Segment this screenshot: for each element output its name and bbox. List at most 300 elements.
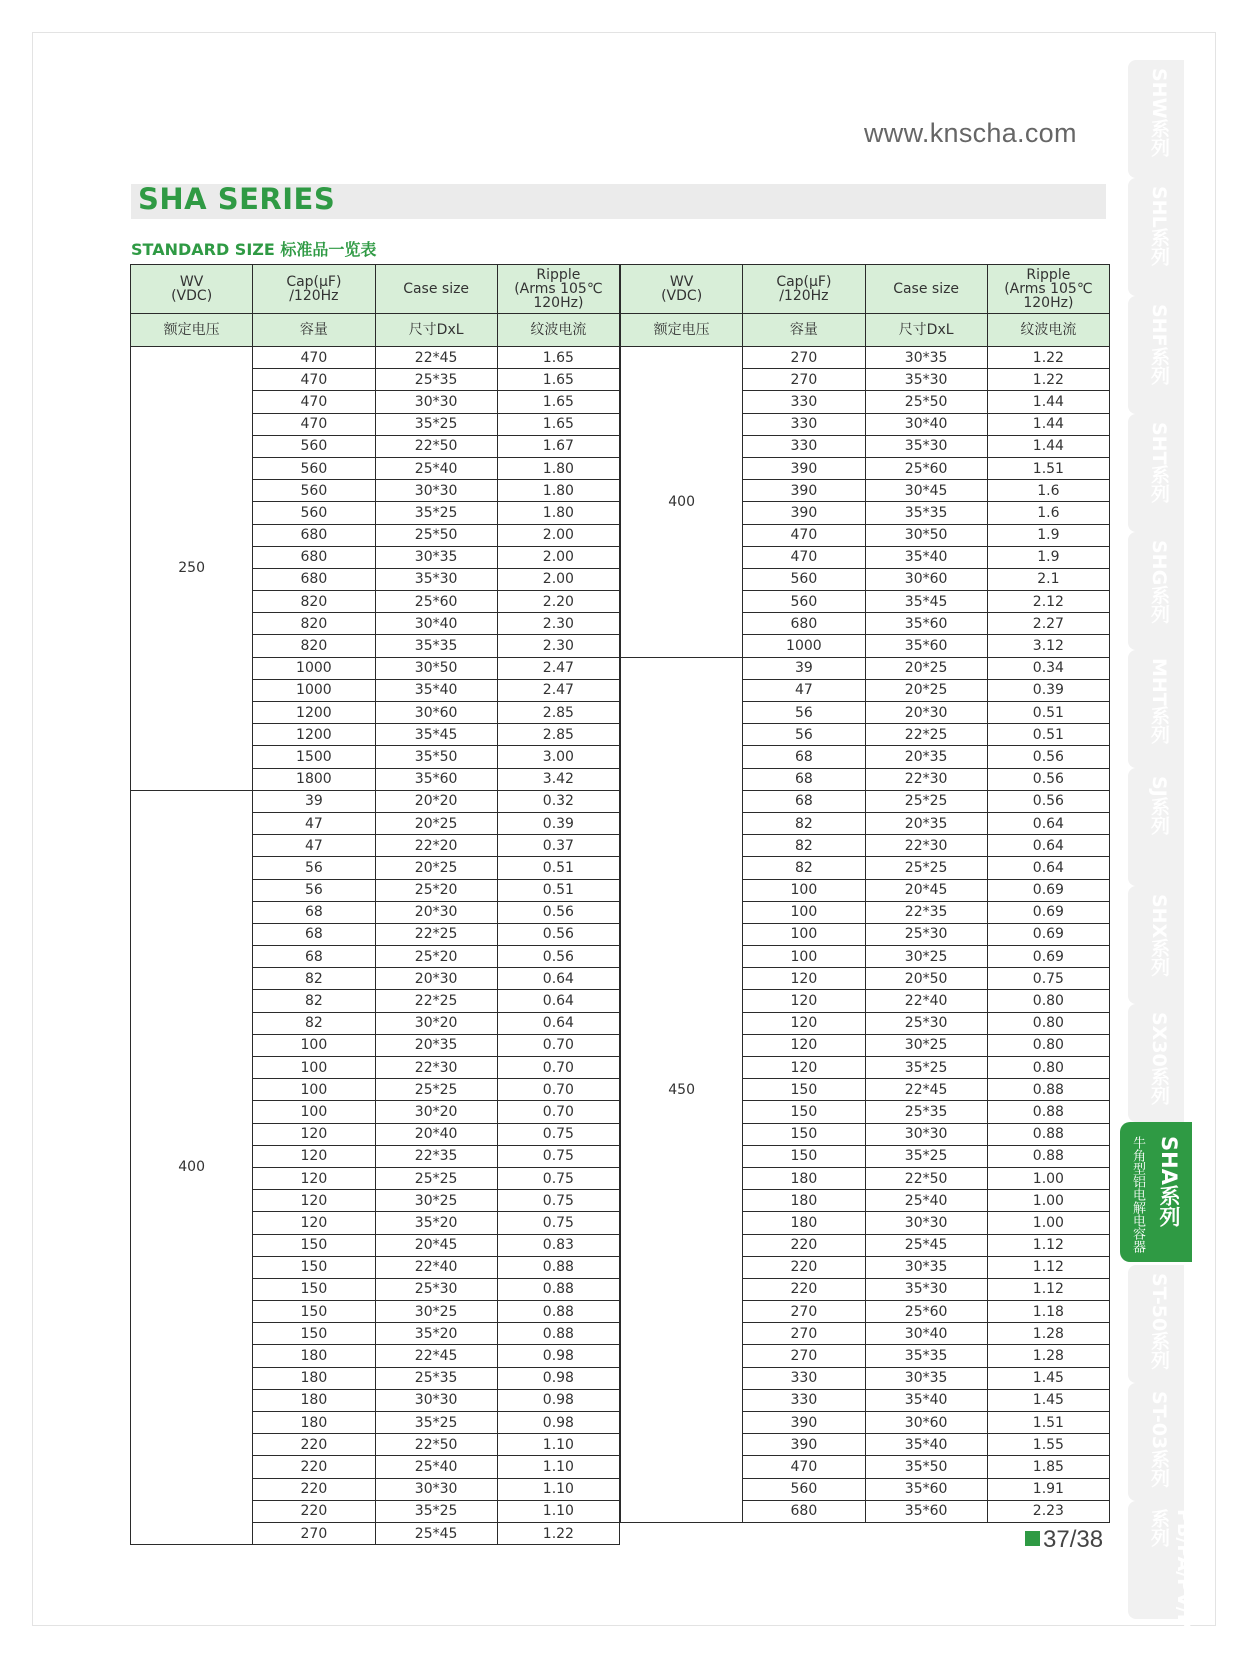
cap-cell: 560 [253, 480, 375, 502]
ripple-cell: 1.22 [497, 1522, 619, 1544]
case-size-cell: 25*40 [865, 1190, 987, 1212]
ripple-cell: 0.88 [497, 1323, 619, 1345]
ripple-cell: 0.56 [497, 923, 619, 945]
column-header-cap: Cap(μF) /120Hz [253, 265, 375, 314]
series-tab[interactable] [1128, 1265, 1184, 1383]
ripple-cell: 0.88 [497, 1301, 619, 1323]
case-size-cell: 30*30 [375, 1478, 497, 1500]
cap-cell: 470 [743, 524, 865, 546]
ripple-cell: 1.85 [987, 1456, 1109, 1478]
ripple-cell: 0.75 [497, 1145, 619, 1167]
case-size-cell: 35*40 [375, 679, 497, 701]
header-row [131, 265, 620, 314]
column-header-cap-cn: 容量 [253, 314, 375, 347]
case-size-cell: 35*35 [865, 1345, 987, 1367]
ripple-cell: 1.6 [987, 502, 1109, 524]
cap-cell: 270 [743, 369, 865, 391]
ripple-cell: 2.20 [497, 591, 619, 613]
cap-cell: 470 [253, 413, 375, 435]
cap-cell: 68 [253, 946, 375, 968]
case-size-cell: 20*50 [865, 968, 987, 990]
cap-cell: 56 [743, 702, 865, 724]
case-size-cell: 22*25 [375, 990, 497, 1012]
case-size-cell: 30*35 [375, 546, 497, 568]
table-row [131, 790, 620, 812]
ripple-cell: 2.23 [987, 1500, 1109, 1522]
column-header-ripple: Ripple (Arms 105℃ 120Hz) [497, 265, 619, 314]
cap-cell: 100 [743, 946, 865, 968]
ripple-cell: 0.56 [987, 768, 1109, 790]
cap-cell: 150 [743, 1145, 865, 1167]
cap-cell: 270 [253, 1522, 375, 1544]
case-size-cell: 20*25 [865, 657, 987, 679]
cap-cell: 470 [253, 347, 375, 369]
ripple-cell: 2.00 [497, 568, 619, 590]
ripple-cell: 1.67 [497, 435, 619, 457]
cap-cell: 390 [743, 457, 865, 479]
case-size-cell: 22*40 [865, 990, 987, 1012]
case-size-cell: 30*35 [865, 1367, 987, 1389]
series-tab-label: SHF系列 [1148, 304, 1170, 385]
voltage-cell: 400 [621, 347, 743, 658]
ripple-cell: 1.00 [987, 1190, 1109, 1212]
case-size-cell: 20*35 [865, 812, 987, 834]
cap-cell: 100 [743, 923, 865, 945]
cap-cell: 330 [743, 435, 865, 457]
ripple-cell: 1.65 [497, 413, 619, 435]
ripple-cell: 2.47 [497, 657, 619, 679]
ripple-cell: 1.65 [497, 347, 619, 369]
case-size-cell: 30*25 [375, 1190, 497, 1212]
cap-cell: 100 [253, 1101, 375, 1123]
page-number [1025, 1526, 1103, 1554]
cap-cell: 270 [743, 1301, 865, 1323]
series-tab-label: MHT系列 [1148, 658, 1170, 744]
ripple-cell: 0.80 [987, 1034, 1109, 1056]
ripple-cell: 0.64 [497, 990, 619, 1012]
series-tab-label: SJ系列 [1148, 776, 1170, 835]
case-size-cell: 22*45 [865, 1079, 987, 1101]
table-subtitle: STANDARD SIZE 标准品一览表 [131, 240, 377, 259]
case-size-cell: 25*50 [375, 524, 497, 546]
ripple-cell: 0.64 [987, 835, 1109, 857]
cap-cell: 390 [743, 480, 865, 502]
case-size-cell: 30*30 [375, 480, 497, 502]
case-size-cell: 35*60 [865, 635, 987, 657]
ripple-cell: 1.6 [987, 480, 1109, 502]
ripple-cell: 0.88 [987, 1079, 1109, 1101]
case-size-cell: 30*50 [375, 657, 497, 679]
cap-cell: 39 [253, 790, 375, 812]
cap-cell: 560 [253, 502, 375, 524]
case-size-cell: 35*60 [865, 1500, 987, 1522]
case-size-cell: 30*45 [865, 480, 987, 502]
cap-cell: 680 [253, 568, 375, 590]
case-size-cell: 25*60 [375, 591, 497, 613]
case-size-cell: 30*60 [375, 702, 497, 724]
ripple-cell: 1.45 [987, 1367, 1109, 1389]
cap-cell: 180 [743, 1212, 865, 1234]
ripple-cell: 0.75 [987, 968, 1109, 990]
cap-cell: 100 [253, 1057, 375, 1079]
ripple-cell: 0.75 [497, 1123, 619, 1145]
cap-cell: 120 [253, 1145, 375, 1167]
case-size-cell: 20*20 [375, 790, 497, 812]
series-tab-label: SX30系列 [1148, 1012, 1170, 1105]
ripple-cell: 0.69 [987, 901, 1109, 923]
case-size-cell: 22*45 [375, 1345, 497, 1367]
ripple-cell: 0.56 [987, 790, 1109, 812]
column-header-ripple-cn: 纹波电流 [987, 314, 1109, 347]
series-tab[interactable] [1128, 296, 1184, 414]
series-tab[interactable] [1120, 1122, 1192, 1262]
ripple-cell: 1.18 [987, 1301, 1109, 1323]
case-size-cell: 35*25 [375, 502, 497, 524]
case-size-cell: 20*35 [865, 746, 987, 768]
cap-cell: 470 [743, 546, 865, 568]
ripple-cell: 0.64 [987, 812, 1109, 834]
series-tab-label: ST-50系列 [1148, 1273, 1170, 1370]
case-size-cell: 35*30 [865, 1278, 987, 1300]
case-size-cell: 20*35 [375, 1034, 497, 1056]
case-size-cell: 35*30 [865, 369, 987, 391]
cap-cell: 220 [253, 1456, 375, 1478]
case-size-cell: 25*60 [865, 457, 987, 479]
case-size-cell: 35*40 [865, 1389, 987, 1411]
case-size-cell: 25*30 [865, 1012, 987, 1034]
case-size-cell: 30*30 [865, 1212, 987, 1234]
website-url[interactable]: www.knscha.com [864, 118, 1077, 148]
case-size-cell: 35*25 [375, 1500, 497, 1522]
case-size-cell: 22*45 [375, 347, 497, 369]
case-size-cell: 30*30 [375, 1389, 497, 1411]
ripple-cell: 1.44 [987, 435, 1109, 457]
ripple-cell: 1.44 [987, 413, 1109, 435]
cap-cell: 560 [253, 457, 375, 479]
case-size-cell: 35*30 [375, 568, 497, 590]
cap-cell: 1200 [253, 702, 375, 724]
case-size-cell: 30*40 [375, 613, 497, 635]
ripple-cell: 1.10 [497, 1478, 619, 1500]
ripple-cell: 0.39 [497, 812, 619, 834]
cap-cell: 100 [743, 901, 865, 923]
cap-cell: 390 [743, 502, 865, 524]
series-tab[interactable] [1128, 1004, 1184, 1122]
case-size-cell: 20*25 [375, 857, 497, 879]
cap-cell: 680 [743, 1500, 865, 1522]
case-size-cell: 35*40 [865, 546, 987, 568]
cap-cell: 120 [253, 1212, 375, 1234]
cap-cell: 680 [743, 613, 865, 635]
case-size-cell: 35*25 [865, 1145, 987, 1167]
case-size-cell: 20*25 [375, 812, 497, 834]
cap-cell: 220 [743, 1234, 865, 1256]
ripple-cell: 1.55 [987, 1434, 1109, 1456]
series-tab-label: SHW系列 [1148, 68, 1170, 157]
cap-cell: 390 [743, 1434, 865, 1456]
ripple-cell: 1.12 [987, 1234, 1109, 1256]
case-size-cell: 35*45 [865, 591, 987, 613]
ripple-cell: 0.80 [987, 990, 1109, 1012]
case-size-cell: 30*25 [375, 1301, 497, 1323]
cap-cell: 330 [743, 1389, 865, 1411]
cap-cell: 220 [743, 1278, 865, 1300]
cap-cell: 150 [253, 1234, 375, 1256]
cap-cell: 820 [253, 613, 375, 635]
case-size-cell: 25*25 [865, 857, 987, 879]
series-tab[interactable] [1128, 886, 1184, 1004]
case-size-cell: 25*35 [865, 1101, 987, 1123]
header-row-cn [621, 314, 1110, 347]
series-tab[interactable] [1128, 1383, 1184, 1501]
table-row [621, 347, 1110, 369]
case-size-cell: 22*30 [375, 1057, 497, 1079]
series-tab[interactable] [1128, 414, 1184, 532]
cap-cell: 82 [743, 857, 865, 879]
cap-cell: 150 [743, 1101, 865, 1123]
ripple-cell: 1.28 [987, 1345, 1109, 1367]
cap-cell: 47 [253, 835, 375, 857]
case-size-cell: 22*25 [865, 724, 987, 746]
cap-cell: 150 [743, 1123, 865, 1145]
cap-cell: 100 [253, 1034, 375, 1056]
series-tab[interactable] [1128, 768, 1184, 886]
case-size-cell: 22*30 [865, 835, 987, 857]
ripple-cell: 2.30 [497, 635, 619, 657]
cap-cell: 820 [253, 591, 375, 613]
case-size-cell: 30*25 [865, 1034, 987, 1056]
cap-cell: 470 [253, 391, 375, 413]
ripple-cell: 0.51 [497, 857, 619, 879]
case-size-cell: 25*45 [865, 1234, 987, 1256]
case-size-cell: 30*20 [375, 1101, 497, 1123]
ripple-cell: 0.69 [987, 946, 1109, 968]
case-size-cell: 35*50 [375, 746, 497, 768]
voltage-cell: 250 [131, 347, 253, 791]
ripple-cell: 0.98 [497, 1367, 619, 1389]
series-tab-label: PB/PA/PV/PS系列 [1148, 1509, 1195, 1642]
ripple-cell: 1.22 [987, 347, 1109, 369]
cap-cell: 100 [743, 879, 865, 901]
case-size-cell: 22*20 [375, 835, 497, 857]
case-size-cell: 22*50 [375, 1434, 497, 1456]
case-size-cell: 25*35 [375, 1367, 497, 1389]
series-tab-label: SHL系列 [1148, 186, 1170, 266]
ripple-cell: 2.47 [497, 679, 619, 701]
voltage-cell: 450 [621, 657, 743, 1522]
cap-cell: 470 [743, 1456, 865, 1478]
case-size-cell: 22*40 [375, 1256, 497, 1278]
ripple-cell: 2.27 [987, 613, 1109, 635]
series-tab-label: SHG系列 [1148, 540, 1170, 624]
cap-cell: 180 [253, 1367, 375, 1389]
ripple-cell: 0.75 [497, 1190, 619, 1212]
ripple-cell: 1.65 [497, 369, 619, 391]
column-header-case: Case size [865, 265, 987, 314]
cap-cell: 180 [253, 1389, 375, 1411]
cap-cell: 120 [743, 1034, 865, 1056]
ripple-cell: 0.51 [497, 879, 619, 901]
ripple-cell: 1.10 [497, 1456, 619, 1478]
case-size-cell: 30*60 [865, 568, 987, 590]
cap-cell: 56 [253, 857, 375, 879]
ripple-cell: 1.80 [497, 457, 619, 479]
ripple-cell: 0.88 [497, 1256, 619, 1278]
cap-cell: 120 [253, 1167, 375, 1189]
ripple-cell: 2.85 [497, 702, 619, 724]
case-size-cell: 35*25 [375, 1412, 497, 1434]
cap-cell: 560 [743, 591, 865, 613]
cap-cell: 47 [253, 812, 375, 834]
column-header-case-cn: 尺寸DxL [865, 314, 987, 347]
case-size-cell: 30*30 [375, 391, 497, 413]
ripple-cell: 1.10 [497, 1500, 619, 1522]
ripple-cell: 1.00 [987, 1212, 1109, 1234]
cap-cell: 220 [253, 1434, 375, 1456]
case-size-cell: 25*30 [865, 923, 987, 945]
case-size-cell: 30*60 [865, 1412, 987, 1434]
ripple-cell: 3.00 [497, 746, 619, 768]
case-size-cell: 30*40 [865, 1323, 987, 1345]
cap-cell: 680 [253, 524, 375, 546]
ripple-cell: 1.12 [987, 1278, 1109, 1300]
ripple-cell: 0.56 [497, 901, 619, 923]
case-size-cell: 35*35 [865, 502, 987, 524]
voltage-cell: 400 [131, 790, 253, 1544]
cap-cell: 120 [743, 1012, 865, 1034]
ripple-cell: 1.10 [497, 1434, 619, 1456]
cap-cell: 47 [743, 679, 865, 701]
cap-cell: 680 [253, 546, 375, 568]
ripple-cell: 0.56 [987, 746, 1109, 768]
ripple-cell: 0.69 [987, 923, 1109, 945]
case-size-cell: 20*45 [375, 1234, 497, 1256]
case-size-cell: 35*20 [375, 1323, 497, 1345]
ripple-cell: 1.51 [987, 457, 1109, 479]
case-size-cell: 35*25 [865, 1057, 987, 1079]
ripple-cell: 2.00 [497, 546, 619, 568]
case-size-cell: 35*60 [865, 1478, 987, 1500]
cap-cell: 82 [743, 835, 865, 857]
series-tab[interactable] [1128, 650, 1184, 768]
page-marker-icon [1025, 1531, 1040, 1546]
cap-cell: 330 [743, 391, 865, 413]
case-size-cell: 30*35 [865, 1256, 987, 1278]
ripple-cell: 0.56 [497, 946, 619, 968]
case-size-cell: 35*35 [375, 635, 497, 657]
cap-cell: 150 [743, 1079, 865, 1101]
ripple-cell: 1.45 [987, 1389, 1109, 1411]
cap-cell: 180 [743, 1167, 865, 1189]
cap-cell: 120 [743, 1057, 865, 1079]
case-size-cell: 20*45 [865, 879, 987, 901]
cap-cell: 56 [743, 724, 865, 746]
cap-cell: 56 [253, 879, 375, 901]
ripple-cell: 1.9 [987, 546, 1109, 568]
case-size-cell: 35*45 [375, 724, 497, 746]
ripple-cell: 0.98 [497, 1345, 619, 1367]
ripple-cell: 2.1 [987, 568, 1109, 590]
case-size-cell: 25*35 [375, 369, 497, 391]
ripple-cell: 3.42 [497, 768, 619, 790]
ripple-cell: 0.98 [497, 1389, 619, 1411]
case-size-cell: 20*30 [375, 968, 497, 990]
series-tab[interactable] [1128, 532, 1184, 650]
ripple-cell: 0.75 [497, 1212, 619, 1234]
cap-cell: 1200 [253, 724, 375, 746]
series-tab-label: SHA系列 [1157, 1136, 1181, 1227]
cap-cell: 470 [253, 369, 375, 391]
case-size-cell: 20*30 [375, 901, 497, 923]
cap-cell: 220 [743, 1256, 865, 1278]
table-row [131, 347, 620, 369]
ripple-cell: 1.28 [987, 1323, 1109, 1345]
ripple-cell: 0.64 [987, 857, 1109, 879]
column-header-cap: Cap(μF) /120Hz [743, 265, 865, 314]
ripple-cell: 0.37 [497, 835, 619, 857]
cap-cell: 390 [743, 1412, 865, 1434]
series-tab[interactable] [1128, 178, 1184, 296]
cap-cell: 150 [253, 1256, 375, 1278]
case-size-cell: 30*40 [865, 413, 987, 435]
cap-cell: 150 [253, 1323, 375, 1345]
ripple-cell: 1.80 [497, 502, 619, 524]
cap-cell: 270 [743, 1323, 865, 1345]
spec-table-right [620, 264, 1110, 1523]
case-size-cell: 25*40 [375, 457, 497, 479]
ripple-cell: 0.75 [497, 1167, 619, 1189]
cap-cell: 1000 [253, 657, 375, 679]
cap-cell: 68 [743, 768, 865, 790]
ripple-cell: 0.88 [497, 1278, 619, 1300]
ripple-cell: 0.69 [987, 879, 1109, 901]
ripple-cell: 2.85 [497, 724, 619, 746]
cap-cell: 220 [253, 1500, 375, 1522]
case-size-cell: 25*20 [375, 946, 497, 968]
ripple-cell: 0.34 [987, 657, 1109, 679]
ripple-cell: 0.51 [987, 724, 1109, 746]
ripple-cell: 2.00 [497, 524, 619, 546]
cap-cell: 1800 [253, 768, 375, 790]
cap-cell: 39 [743, 657, 865, 679]
series-tab[interactable] [1128, 60, 1184, 178]
cap-cell: 1500 [253, 746, 375, 768]
case-size-cell: 25*50 [865, 391, 987, 413]
case-size-cell: 25*25 [865, 790, 987, 812]
ripple-cell: 0.51 [987, 702, 1109, 724]
case-size-cell: 35*25 [375, 413, 497, 435]
column-header-wv: WV (VDC) [621, 265, 743, 314]
cap-cell: 82 [253, 968, 375, 990]
cap-cell: 68 [743, 746, 865, 768]
column-header-ripple: Ripple (Arms 105℃ 120Hz) [987, 265, 1109, 314]
case-size-cell: 35*30 [865, 435, 987, 457]
case-size-cell: 22*35 [865, 901, 987, 923]
ripple-cell: 0.98 [497, 1412, 619, 1434]
case-size-cell: 35*60 [865, 613, 987, 635]
cap-cell: 150 [253, 1301, 375, 1323]
column-header-wv-cn: 额定电压 [131, 314, 253, 347]
cap-cell: 270 [743, 1345, 865, 1367]
column-header-wv-cn: 额定电压 [621, 314, 743, 347]
case-size-cell: 25*45 [375, 1522, 497, 1544]
column-header-ripple-cn: 纹波电流 [497, 314, 619, 347]
ripple-cell: 0.70 [497, 1101, 619, 1123]
cap-cell: 82 [743, 812, 865, 834]
series-tab[interactable] [1128, 1501, 1195, 1642]
case-size-cell: 22*50 [375, 435, 497, 457]
case-size-cell: 30*30 [865, 1123, 987, 1145]
